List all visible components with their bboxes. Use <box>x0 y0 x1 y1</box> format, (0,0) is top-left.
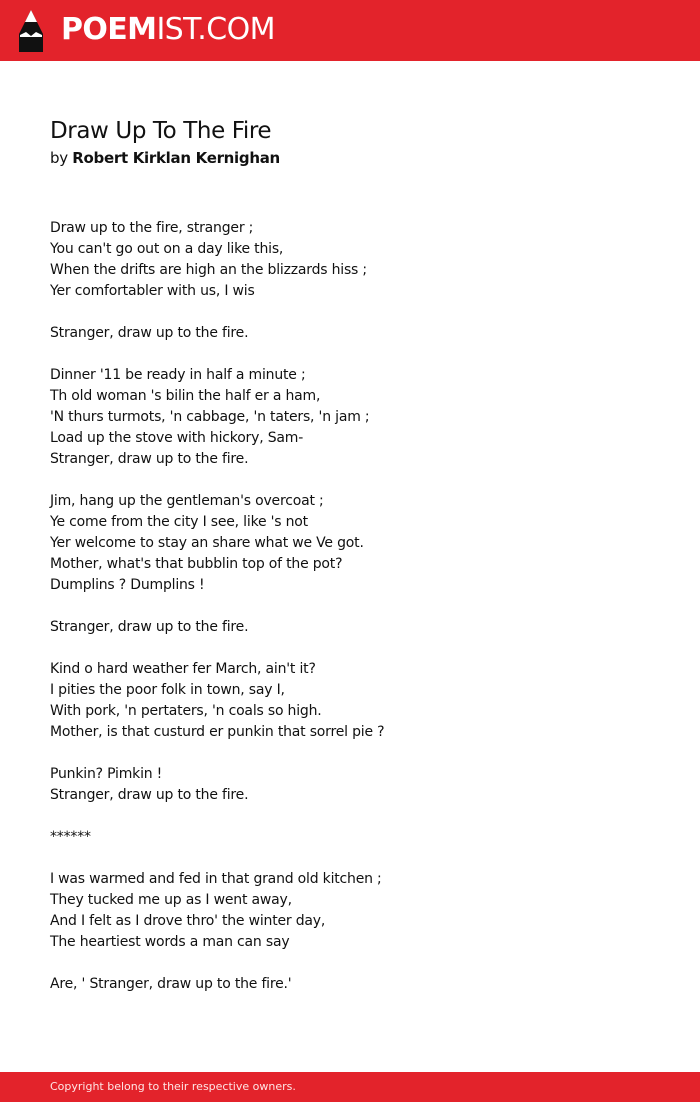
poem-line: I was warmed and fed in that grand old kitchen ; <box>50 871 382 887</box>
stanza <box>50 491 670 596</box>
stanza <box>50 974 670 995</box>
poem-line: Load up the stove with hickory, Sam- <box>50 430 304 446</box>
stanza-gap <box>50 344 670 365</box>
poem-line: Th old woman 's bilin the half er a ham, <box>50 388 321 404</box>
stanza <box>50 617 670 638</box>
stanza-gap <box>50 848 670 869</box>
poem-line: Jim, hang up the gentleman's overcoat ; <box>50 493 324 509</box>
byline <box>50 148 280 169</box>
stanza <box>50 827 670 848</box>
poem-line: Are, ' Stranger, draw up to the fire.' <box>50 976 292 992</box>
site-footer <box>0 1072 700 1102</box>
by-label: by <box>50 149 68 167</box>
poem-line: Yer comfortabler with us, I wis <box>50 283 255 299</box>
poem-line: Ye come from the city I see, like 's not <box>50 514 308 530</box>
poem-line: Stranger, draw up to the fire. <box>50 787 249 803</box>
poem-line: Stranger, draw up to the fire. <box>50 619 249 635</box>
poem-line: Dinner '11 be ready in half a minute ; <box>50 367 306 383</box>
pencil-icon[interactable] <box>17 9 45 53</box>
stanza <box>50 323 670 344</box>
stanza-gap <box>50 470 670 491</box>
stanza-gap <box>50 302 670 323</box>
poem-line: Draw up to the fire, stranger ; <box>50 220 254 236</box>
poem-line: With pork, 'n pertaters, 'n coals so high. <box>50 703 322 719</box>
stanza-gap <box>50 953 670 974</box>
poem-line: Yer welcome to stay an share what we Ve got. <box>50 535 364 551</box>
poem-line: Mother, is that custurd er punkin that sorrel pie ? <box>50 724 385 740</box>
stanza <box>50 218 670 302</box>
stanza-gap <box>50 596 670 617</box>
author-name: Robert Kirklan Kernighan <box>72 149 280 167</box>
copyright-text: Copyright belong to their respective owners. <box>50 1080 296 1093</box>
logo-bold-text: POEM <box>61 12 157 47</box>
stanza-gap <box>50 806 670 827</box>
poem-line: The heartiest words a man can say <box>50 934 290 950</box>
stanza-gap <box>50 638 670 659</box>
stanza <box>50 659 670 743</box>
poem-title: Draw Up To The Fire <box>50 118 272 144</box>
site-header <box>0 0 700 61</box>
poem-line: ****** <box>50 829 91 845</box>
poem-line: Mother, what's that bubblin top of the pot? <box>50 556 343 572</box>
poem-line: They tucked me up as I went away, <box>50 892 292 908</box>
poem-line: Stranger, draw up to the fire. <box>50 325 249 341</box>
poem-body <box>50 218 670 995</box>
poem-line: I pities the poor folk in town, say I, <box>50 682 285 698</box>
poem-line: You can't go out on a day like this, <box>50 241 284 257</box>
poem-line: Punkin? Pimkin ! <box>50 766 163 782</box>
poem-line: And I felt as I drove thro' the winter day, <box>50 913 326 929</box>
poem-line: Kind o hard weather fer March, ain't it? <box>50 661 316 677</box>
poem-line: 'N thurs turmots, 'n cabbage, 'n taters, 'n jam ; <box>50 409 370 425</box>
stanza <box>50 869 670 953</box>
stanza-gap <box>50 743 670 764</box>
poem-line: When the drifts are high an the blizzards hiss ; <box>50 262 367 278</box>
stanza <box>50 764 670 806</box>
poem-line: Stranger, draw up to the fire. <box>50 451 249 467</box>
stanza <box>50 365 670 470</box>
poem-line: Dumplins ? Dumplins ! <box>50 577 205 593</box>
logo-light-text: IST.COM <box>156 12 275 47</box>
site-logo[interactable] <box>61 12 275 48</box>
